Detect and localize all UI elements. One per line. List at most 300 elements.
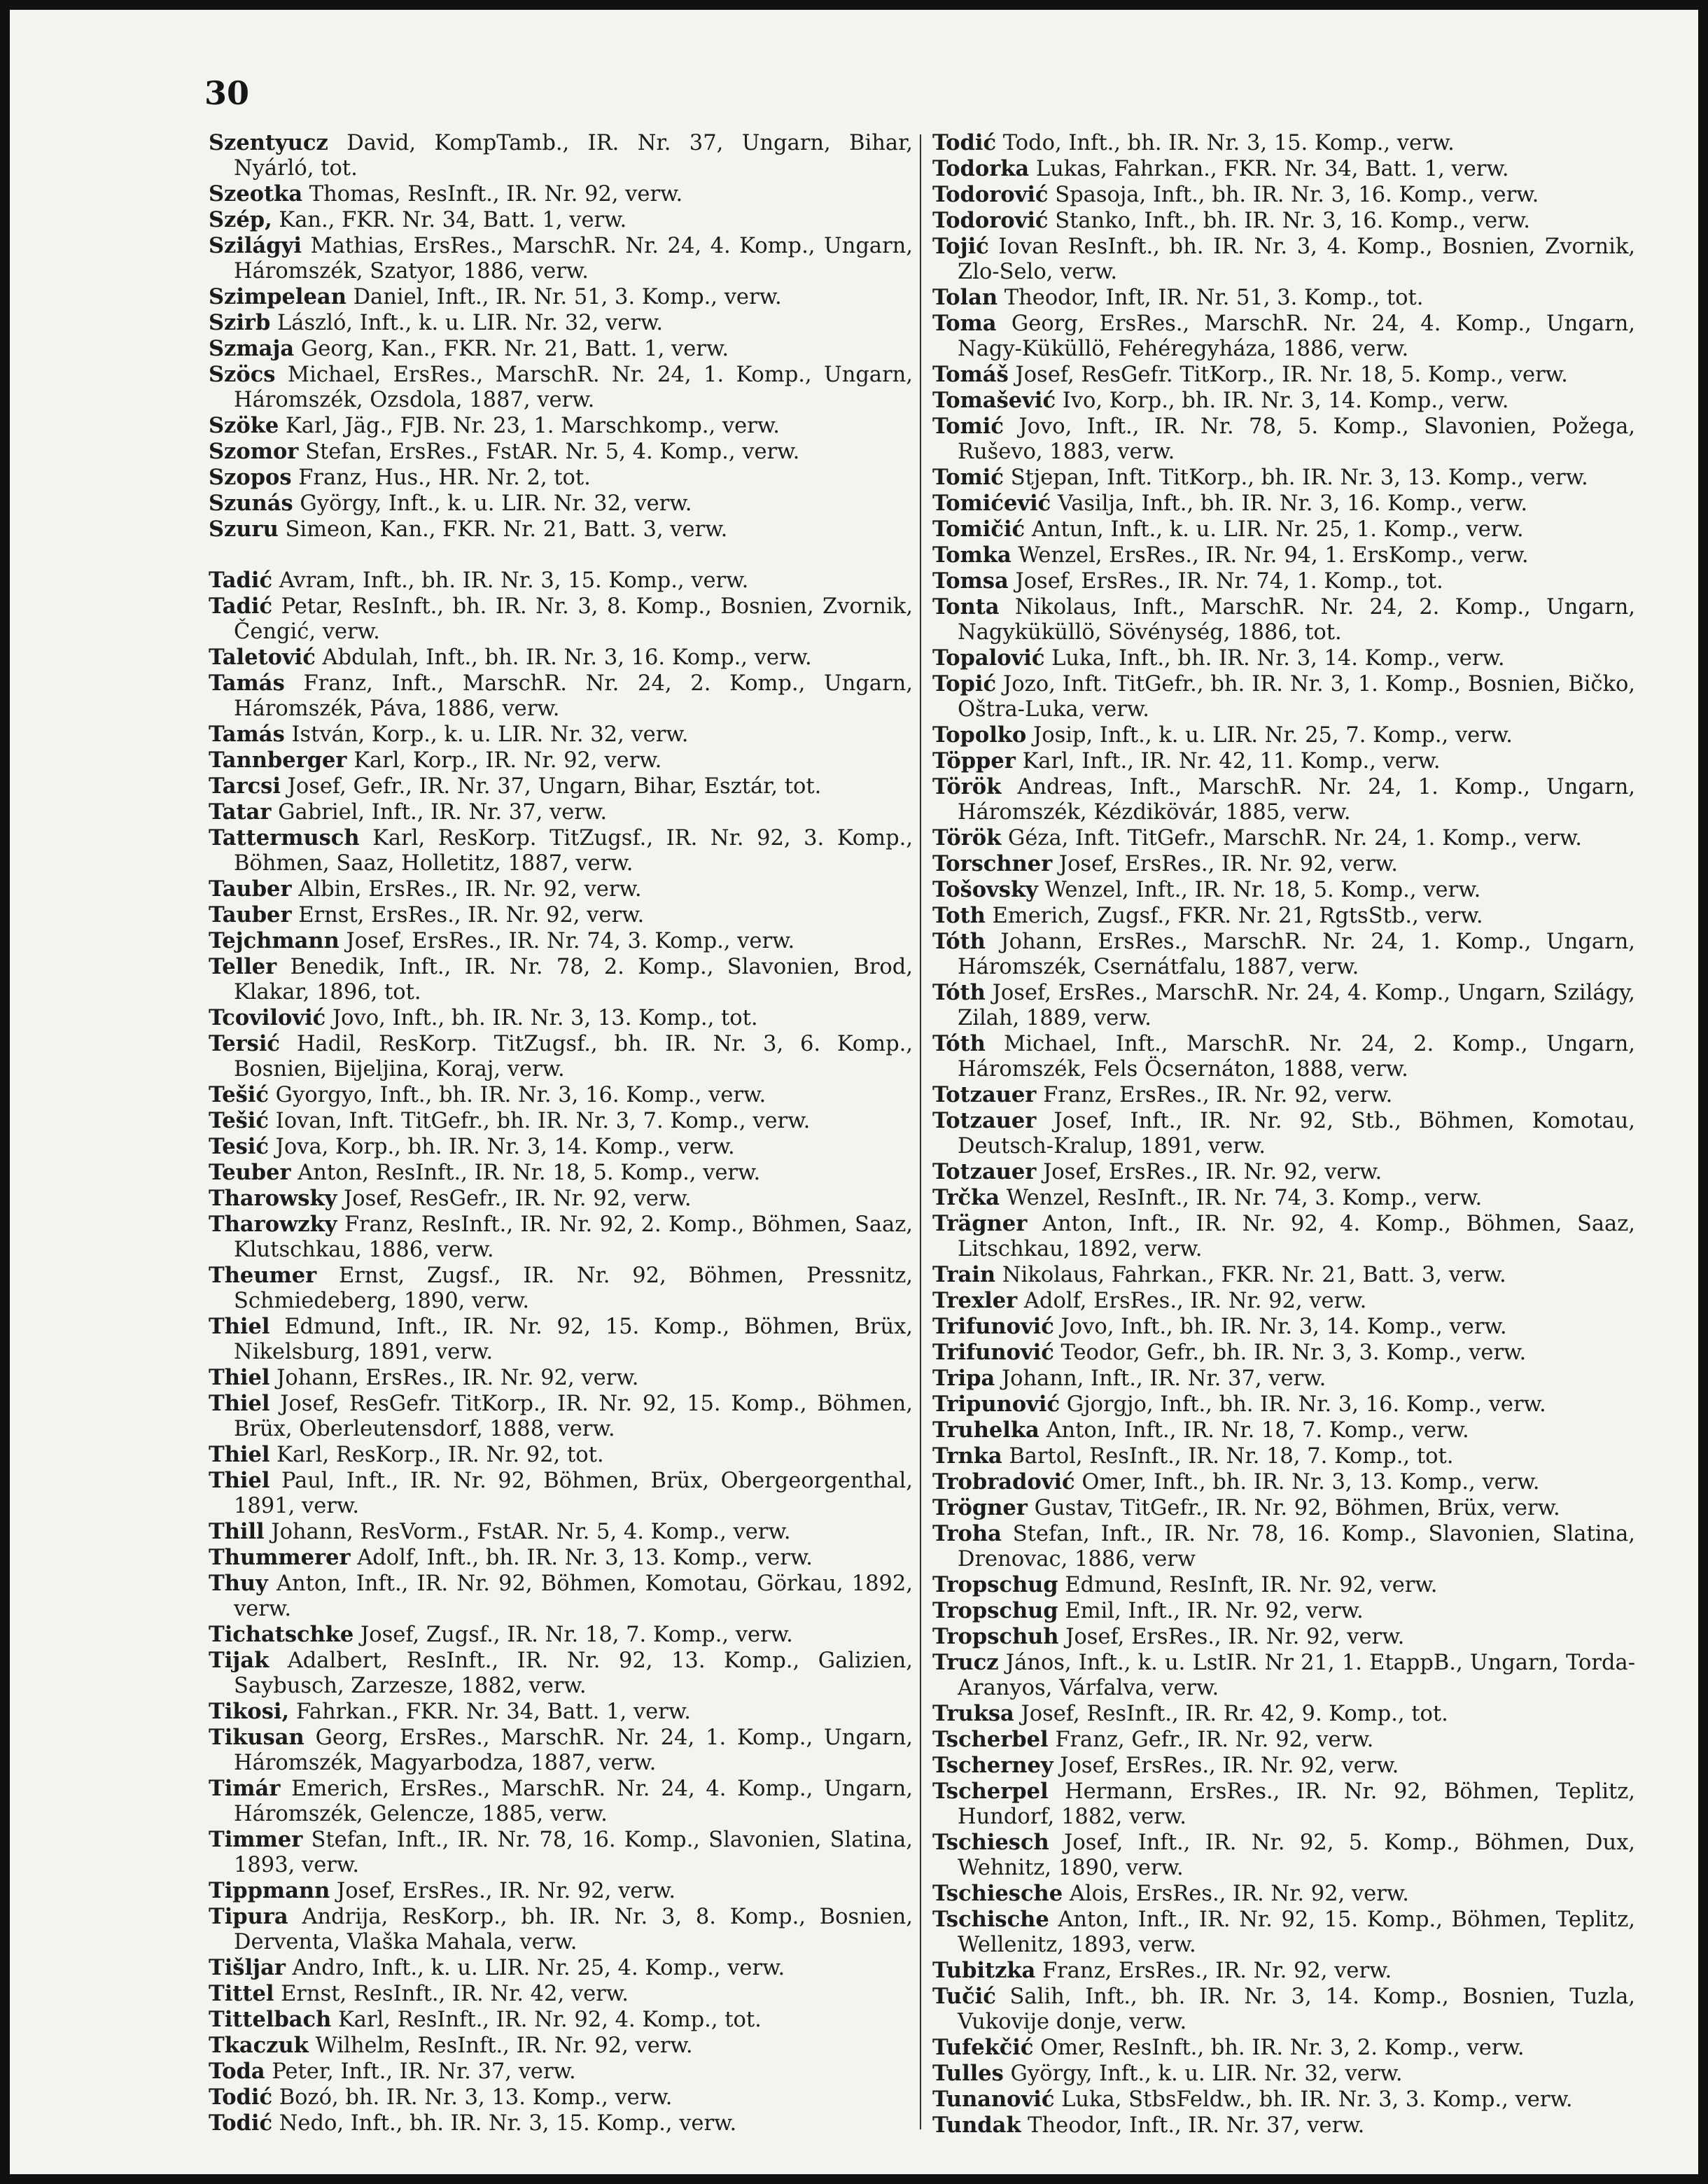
document-page xyxy=(10,10,1698,2174)
entry-details: Franz, ErsRes., IR. Nr. 92, verw. xyxy=(1042,1959,1392,1983)
entry-details: Theodor, Inft, IR. Nr. 51, 3. Komp., tot. xyxy=(1004,286,1424,310)
left-column xyxy=(209,130,913,2136)
entry-details: Stefan, Inft., IR. Nr. 78, 16. Komp., Slavonien, Slatina, Drenovac, 1886, verw xyxy=(958,1522,1635,1572)
entry-surname: Tattermusch xyxy=(209,825,360,850)
entry-surname: Szmaja xyxy=(209,336,295,361)
list-entry xyxy=(932,594,1635,645)
entry-details: Kan., FKR. Nr. 34, Batt. 1, verw. xyxy=(279,208,627,232)
entry-details: Petar, ResInft., bh. IR. Nr. 3, 8. Komp., Bosnien, Zvornik, Čengić, verw. xyxy=(234,594,913,644)
entry-surname: Tauber xyxy=(209,902,292,927)
entry-surname: Totzauer xyxy=(932,1159,1037,1184)
entry-surname: Tripa xyxy=(932,1366,995,1391)
list-entry xyxy=(932,1881,1635,1907)
list-entry xyxy=(932,748,1635,774)
entry-surname: Tschiesche xyxy=(932,1881,1063,1906)
list-entry xyxy=(932,465,1635,491)
list-entry xyxy=(932,1521,1635,1572)
list-entry xyxy=(932,1830,1635,1881)
list-entry xyxy=(209,568,913,594)
entry-surname: Trucz xyxy=(932,1650,999,1675)
entry-surname: Szöcs xyxy=(209,362,276,387)
list-entry xyxy=(932,980,1635,1031)
list-entry xyxy=(932,130,1635,156)
list-entry xyxy=(209,1648,913,1699)
list-entry xyxy=(932,1288,1635,1314)
entry-surname: Tschiesch xyxy=(932,1830,1049,1855)
entry-surname: Tóth xyxy=(932,929,986,954)
entry-details: Wilhelm, ResInft., IR. Nr. 92, verw. xyxy=(315,2033,693,2058)
entry-surname: Teuber xyxy=(209,1160,291,1185)
entry-surname: Szimpelean xyxy=(209,284,346,309)
entry-surname: Tscherbel xyxy=(932,1727,1049,1752)
entry-details: Ernst, ResInft., IR. Nr. 42, verw. xyxy=(281,1982,629,2006)
entry-surname: Tešić xyxy=(209,1108,269,1133)
entry-details: Omer, Inft., bh. IR. Nr. 3, 13. Komp., verw. xyxy=(1082,1470,1540,1494)
list-entry xyxy=(209,517,913,542)
list-entry xyxy=(209,1134,913,1160)
entry-details: Iovan ResInft., bh. IR. Nr. 3, 4. Komp., Bosnien, Zvornik, Zlo-Selo, verw. xyxy=(958,234,1635,284)
entry-surname: Tufekčić xyxy=(932,2035,1034,2060)
entry-details: Jovo, Inft., bh. IR. Nr. 3, 14. Komp., verw. xyxy=(1060,1315,1507,1339)
list-entry xyxy=(209,1391,913,1442)
entry-surname: Totzauer xyxy=(932,1082,1037,1107)
list-entry xyxy=(932,285,1635,311)
entry-surname: Timmer xyxy=(209,1827,303,1852)
entry-surname: Tubitzka xyxy=(932,1958,1036,1983)
entry-details: Andrija, ResKorp., bh. IR. Nr. 3, 8. Komp., Bosnien, Derventa, Vlaška Mahala, verw. xyxy=(234,1905,913,1954)
entry-surname: Thiel xyxy=(209,1468,270,1493)
list-entry xyxy=(932,2035,1635,2061)
list-entry xyxy=(932,1418,1635,1443)
entry-details: Josef, ErsRes., IR. Nr. 92, verw. xyxy=(337,1879,676,1903)
entry-details: Anton, Inft., IR. Nr. 92, Böhmen, Komotau, Görkau, 1892, verw. xyxy=(234,1572,913,1621)
entry-details: Paul, Inft., IR. Nr. 92, Böhmen, Brüx, Obergeorgenthal, 1891, verw. xyxy=(234,1469,913,1518)
entry-details: Karl, Korp., IR. Nr. 92, verw. xyxy=(354,748,662,773)
entry-details: Benedik, Inft., IR. Nr. 78, 2. Komp., Slavonien, Brod, Klakar, 1896, tot. xyxy=(234,955,913,1004)
list-entry xyxy=(932,542,1635,568)
entry-surname: Tojić xyxy=(932,234,989,259)
entry-surname: Truksa xyxy=(932,1701,1014,1726)
entry-details: Wenzel, ResInft., IR. Nr. 74, 3. Komp., verw. xyxy=(1006,1186,1483,1210)
entry-details: Josef, ResGefr., IR. Nr. 92, verw. xyxy=(344,1186,692,1211)
list-entry xyxy=(932,1650,1635,1701)
entry-surname: Thiel xyxy=(209,1391,270,1416)
list-entry xyxy=(932,929,1635,980)
entry-surname: Tišljar xyxy=(209,1955,286,1980)
entry-details: Edmund, ResInft, IR. Nr. 92, verw. xyxy=(1065,1573,1438,1597)
entry-details: Wenzel, ErsRes., IR. Nr. 94, 1. ErsKomp., verw. xyxy=(1018,543,1529,568)
entry-surname: Tripunović xyxy=(932,1392,1060,1417)
entry-details: Anton, ResInft., IR. Nr. 18, 5. Komp., verw. xyxy=(298,1161,761,1185)
entry-details: Gyorgyo, Inft., bh. IR. Nr. 3, 16. Komp., verw. xyxy=(275,1083,766,1107)
entry-details: Hadil, ResKorp. TitZugsf., bh. IR. Nr. 3, 6. Komp., Bosnien, Bijeljina, Koraj, verw. xyxy=(234,1032,913,1082)
entry-surname: Szentyucz xyxy=(209,130,328,155)
list-entry xyxy=(932,851,1635,877)
entry-surname: Todorović xyxy=(932,182,1049,207)
entry-details: Franz, Gefr., IR. Nr. 92, verw. xyxy=(1055,1728,1374,1752)
list-entry xyxy=(932,1984,1635,2035)
entry-details: Stanko, Inft., bh. IR. Nr. 3, 16. Komp., verw. xyxy=(1055,209,1530,233)
entry-details: Gustav, TitGefr., IR. Nr. 92, Böhmen, Brüx, verw. xyxy=(1034,1496,1560,1520)
entry-surname: Szép, xyxy=(209,207,272,232)
list-entry xyxy=(209,2110,913,2136)
entry-details: Josef, ErsRes., IR. Nr. 92, verw. xyxy=(1065,1625,1405,1649)
entry-surname: Tannberger xyxy=(209,748,347,773)
entry-surname: Tamás xyxy=(209,671,285,696)
list-entry xyxy=(209,1519,913,1545)
entry-details: Luka, Inft., bh. IR. Nr. 3, 14. Komp., verw. xyxy=(1051,646,1505,671)
entry-surname: Tóth xyxy=(932,980,986,1005)
entry-surname: Tunanović xyxy=(932,2087,1055,2112)
list-entry xyxy=(209,645,913,671)
entry-surname: Tscherpel xyxy=(932,1779,1049,1804)
entry-surname: Tropschug xyxy=(932,1598,1058,1623)
entry-details: Edmund, Inft., IR. Nr. 92, 15. Komp., Böhmen, Brüx, Nikelsburg, 1891, verw. xyxy=(234,1315,913,1364)
entry-details: Avram, Inft., bh. IR. Nr. 3, 15. Komp., verw. xyxy=(279,568,749,593)
entry-surname: Tropschuh xyxy=(932,1624,1059,1649)
entry-surname: Tersić xyxy=(209,1031,280,1056)
entry-details: Todo, Inft., bh. IR. Nr. 3, 15. Komp., verw. xyxy=(1002,131,1455,155)
list-entry xyxy=(209,439,913,465)
list-entry xyxy=(209,1904,913,1955)
entry-details: Stefan, Inft., IR. Nr. 78, 16. Komp., Slavonien, Slatina, 1893, verw. xyxy=(234,1828,913,1877)
list-entry xyxy=(209,284,913,310)
entry-details: Josef, ErsRes., IR. Nr. 92, verw. xyxy=(1060,1754,1399,1778)
entry-details: János, Inft., k. u. LstIR. Nr 21, 1. EtappB., Ungarn, Torda-Aranyos, Várfalva, verw. xyxy=(958,1651,1636,1700)
entry-details: Emil, Inft., IR. Nr. 92, verw. xyxy=(1065,1599,1364,1623)
entry-details: György, Inft., k. u. LIR. Nr. 32, verw. xyxy=(1010,2062,1403,2086)
entry-surname: Thiel xyxy=(209,1442,270,1467)
entry-surname: Tesić xyxy=(209,1134,269,1159)
list-entry xyxy=(209,2007,913,2033)
list-entry xyxy=(209,1571,913,1622)
list-entry xyxy=(932,877,1635,903)
entry-details: Nedo, Inft., bh. IR. Nr. 3, 15. Komp., verw. xyxy=(279,2111,737,2136)
entry-surname: Topalović xyxy=(932,645,1045,671)
list-entry xyxy=(209,1776,913,1827)
list-entry xyxy=(209,876,913,902)
entry-details: Teodor, Gefr., bh. IR. Nr. 3, 3. Komp., verw. xyxy=(1060,1340,1527,1365)
entry-surname: Topić xyxy=(932,671,997,696)
entry-details: Andro, Inft., k. u. LIR. Nr. 25, 4. Komp., verw. xyxy=(292,1956,785,1980)
list-entry xyxy=(932,1340,1635,1366)
list-entry xyxy=(209,722,913,748)
entry-details: Josef, Inft., IR. Nr. 92, Stb., Böhmen, Komotau, Deutsch-Kralup, 1891, verw. xyxy=(958,1109,1635,1158)
entry-details: Adalbert, ResInft., IR. Nr. 92, 13. Komp., Galizien, Saybusch, Zarzesze, 1882, verw. xyxy=(234,1648,913,1698)
list-entry xyxy=(209,594,913,645)
entry-details: Franz, ResInft., IR. Nr. 92, 2. Komp., Böhmen, Saaz, Klutschkau, 1886, verw. xyxy=(234,1212,913,1262)
list-entry xyxy=(932,722,1635,748)
entry-details: Bartol, ResInft., IR. Nr. 18, 7. Komp., tot. xyxy=(1009,1444,1454,1469)
list-entry xyxy=(209,1545,913,1571)
list-entry xyxy=(932,1211,1635,1262)
entry-surname: Thiel xyxy=(209,1314,270,1339)
entry-details: Hermann, ErsRes., IR. Nr. 92, Böhmen, Teplitz, Hundorf, 1882, verw. xyxy=(958,1779,1636,1829)
list-entry xyxy=(932,825,1635,851)
entry-details: Simeon, Kan., FKR. Nr. 21, Batt. 3, verw. xyxy=(285,517,728,542)
list-entry xyxy=(209,465,913,491)
list-entry xyxy=(209,2059,913,2085)
list-entry xyxy=(209,310,913,336)
list-entry xyxy=(209,1468,913,1519)
entry-surname: Tcovilović xyxy=(209,1005,326,1030)
entry-surname: Tadić xyxy=(209,594,273,619)
list-entry xyxy=(209,2033,913,2059)
entry-surname: Thill xyxy=(209,1519,265,1544)
entry-details: Johann, ErsRes., MarschR. Nr. 24, 1. Komp., Ungarn, Háromszék, Csernátfalu, 1887, verw. xyxy=(958,930,1635,979)
entry-surname: Trögner xyxy=(932,1495,1028,1520)
entry-surname: Tóth xyxy=(932,1031,986,1056)
list-entry xyxy=(932,208,1635,234)
list-entry xyxy=(932,1082,1635,1108)
list-entry xyxy=(209,130,913,181)
list-entry xyxy=(932,1779,1635,1830)
entry-surname: Tijak xyxy=(209,1648,270,1673)
entry-surname: Tichatschke xyxy=(209,1622,354,1647)
entry-details: Franz, ErsRes., IR. Nr. 92, verw. xyxy=(1043,1083,1393,1107)
list-entry xyxy=(932,1031,1635,1082)
list-entry xyxy=(932,362,1635,388)
entry-details: Adolf, Inft., bh. IR. Nr. 3, 13. Komp., verw. xyxy=(357,1546,813,1570)
list-entry xyxy=(932,1572,1635,1598)
list-entry xyxy=(209,1878,913,1904)
list-entry xyxy=(932,1159,1635,1185)
entry-details: Adolf, ErsRes., IR. Nr. 92, verw. xyxy=(1023,1289,1367,1313)
list-entry xyxy=(932,491,1635,517)
entry-surname: Todorović xyxy=(932,208,1049,233)
list-entry xyxy=(932,414,1635,465)
entry-details: Ivo, Korp., bh. IR. Nr. 3, 14. Komp., verw. xyxy=(1062,388,1509,413)
entry-surname: Thuy xyxy=(209,1571,268,1596)
entry-surname: Tkaczuk xyxy=(209,2033,309,2058)
page-number: 30 xyxy=(204,74,250,112)
list-entry xyxy=(932,1262,1635,1288)
entry-surname: Todić xyxy=(209,2085,273,2110)
entry-surname: Toda xyxy=(209,2059,265,2084)
list-entry xyxy=(932,1314,1635,1340)
entry-surname: Truhelka xyxy=(932,1418,1040,1443)
entry-details: István, Korp., k. u. LIR. Nr. 32, verw. xyxy=(291,722,689,747)
entry-surname: Tešić xyxy=(209,1082,269,1107)
list-entry xyxy=(932,1701,1635,1727)
entry-details: Vasilja, Inft., bh. IR. Nr. 3, 16. Komp., verw. xyxy=(1057,491,1528,516)
entry-surname: Todorka xyxy=(932,156,1030,181)
entry-details: Georg, Kan., FKR. Nr. 21, Batt. 1, verw. xyxy=(300,337,729,361)
entry-details: Peter, Inft., IR. Nr. 37, verw. xyxy=(272,2059,576,2084)
entry-surname: Szunás xyxy=(209,491,293,516)
list-entry xyxy=(209,413,913,439)
list-entry xyxy=(209,207,913,233)
list-entry xyxy=(209,1827,913,1878)
entry-surname: Tauber xyxy=(209,876,292,902)
entry-details: Josef, ErsRes., MarschR. Nr. 24, 4. Komp., Ungarn, Szilágy, Zilah, 1889, verw. xyxy=(958,981,1635,1030)
entry-details: Antun, Inft., k. u. LIR. Nr. 25, 1. Komp., verw. xyxy=(1031,517,1524,542)
entry-details: Anton, Inft., IR. Nr. 92, 15. Komp., Böhmen, Teplitz, Wellenitz, 1893, verw. xyxy=(958,1907,1635,1957)
entry-surname: Trnka xyxy=(932,1443,1002,1469)
list-entry xyxy=(932,311,1635,362)
entry-surname: Szeotka xyxy=(209,181,303,206)
list-entry xyxy=(209,671,913,722)
entry-surname: Török xyxy=(932,774,1002,799)
entry-details: Johann, ErsRes., IR. Nr. 92, verw. xyxy=(276,1366,639,1390)
list-entry xyxy=(209,233,913,284)
list-entry xyxy=(209,1186,913,1212)
entry-details: Josef, Gefr., IR. Nr. 37, Ungarn, Bihar, Esztár, tot. xyxy=(287,774,822,799)
entry-surname: Tolan xyxy=(932,285,998,310)
entry-details: Thomas, ResInft., IR. Nr. 92, verw. xyxy=(309,182,683,206)
list-entry xyxy=(932,1366,1635,1392)
entry-details: Josef, ResGefr. TitKorp., IR. Nr. 92, 15. Komp., Böhmen, Brüx, Oberleutensdorf, 1888, verw. xyxy=(234,1392,913,1441)
entry-details: Johann, ResVorm., FstAR. Nr. 5, 4. Komp., verw. xyxy=(271,1520,791,1544)
entry-surname: Szomor xyxy=(209,439,299,464)
entry-surname: Szirb xyxy=(209,310,271,335)
list-entry xyxy=(932,182,1635,208)
entry-details: Gjorgjo, Inft., bh. IR. Nr. 3, 16. Komp., verw. xyxy=(1066,1392,1546,1417)
entry-surname: Totzauer xyxy=(932,1108,1037,1133)
entry-surname: Tulles xyxy=(932,2061,1004,2086)
entry-surname: Toth xyxy=(932,903,986,928)
list-entry xyxy=(209,928,913,954)
entry-surname: Thummerer xyxy=(209,1545,351,1570)
list-entry xyxy=(209,1005,913,1031)
entry-surname: Troha xyxy=(932,1521,1002,1546)
entry-details: Karl, ResKorp., IR. Nr. 92, tot. xyxy=(276,1443,604,1467)
entry-surname: Török xyxy=(932,825,1002,850)
entry-details: Jozo, Inft. TitGefr., bh. IR. Nr. 3, 1. Komp., Bosnien, Bičko, Oštra-Luka, verw. xyxy=(958,672,1635,722)
list-entry xyxy=(932,903,1635,929)
entry-surname: Trobradović xyxy=(932,1469,1075,1494)
entry-surname: Topolko xyxy=(932,722,1027,748)
list-entry xyxy=(209,1981,913,2007)
list-entry xyxy=(932,2061,1635,2087)
entry-surname: Theumer xyxy=(209,1263,317,1288)
entry-details: Bozó, bh. IR. Nr. 3, 13. Komp., verw. xyxy=(279,2085,673,2110)
list-entry xyxy=(932,1958,1635,1984)
list-entry xyxy=(932,568,1635,594)
list-entry xyxy=(932,645,1635,671)
entry-details: Anton, Inft., IR. Nr. 18, 7. Komp., verw. xyxy=(1046,1418,1469,1443)
entry-details: Ernst, Zugsf., IR. Nr. 92, Böhmen, Pressnitz, Schmiedeberg, 1890, verw. xyxy=(234,1264,913,1313)
entry-surname: Trexler xyxy=(932,1288,1018,1313)
entry-details: Josef, ErsRes., IR. Nr. 92, verw. xyxy=(1043,1160,1382,1184)
entry-details: Josef, Zugsf., IR. Nr. 18, 7. Komp., verw. xyxy=(360,1623,793,1647)
entry-details: Salih, Inft., bh. IR. Nr. 3, 14. Komp., Bosnien, Tuzla, Vukovije donje, verw. xyxy=(958,1984,1635,2034)
list-entry xyxy=(209,1031,913,1082)
list-entry xyxy=(209,1108,913,1134)
entry-surname: Töpper xyxy=(932,748,1016,774)
right-column xyxy=(932,130,1635,2138)
entry-surname: Tarcsi xyxy=(209,774,281,799)
list-entry xyxy=(932,1185,1635,1211)
list-entry xyxy=(209,2085,913,2110)
list-entry xyxy=(932,774,1635,825)
entry-surname: Tomić xyxy=(932,465,1004,490)
entry-surname: Tomašević xyxy=(932,388,1056,413)
list-entry xyxy=(209,748,913,774)
entry-surname: Todić xyxy=(932,130,997,155)
column-divider xyxy=(920,134,921,2129)
entry-surname: Tharowzky xyxy=(209,1212,337,1237)
entry-surname: Tomić xyxy=(932,414,1004,439)
list-entry xyxy=(209,774,913,799)
list-entry xyxy=(932,156,1635,182)
entry-surname: Trifunović xyxy=(932,1314,1054,1339)
list-entry xyxy=(209,1955,913,1981)
entry-surname: Train xyxy=(932,1262,996,1287)
entry-details: Fahrkan., FKR. Nr. 34, Batt. 1, verw. xyxy=(295,1700,691,1724)
list-entry xyxy=(932,1624,1635,1650)
entry-details: Stjepan, Inft. TitKorp., bh. IR. Nr. 3, 13. Komp., verw. xyxy=(1010,465,1588,490)
entry-surname: Trčka xyxy=(932,1185,1000,1210)
list-entry xyxy=(932,1443,1635,1469)
entry-details: Josef, ResGefr. TitKorp., IR. Nr. 18, 5. Komp., verw. xyxy=(1015,363,1568,387)
entry-surname: Tejchmann xyxy=(209,928,340,953)
entry-details: Karl, Jäg., FJB. Nr. 23, 1. Marschkomp., verw. xyxy=(285,414,780,438)
list-entry xyxy=(932,1108,1635,1159)
list-entry xyxy=(209,902,913,928)
entry-details: Omer, ResInft., bh. IR. Nr. 3, 2. Komp., verw. xyxy=(1040,2036,1525,2060)
entry-surname: Tropschug xyxy=(932,1572,1058,1597)
list-entry xyxy=(932,1727,1635,1753)
entry-surname: Tomićević xyxy=(932,491,1051,516)
list-entry xyxy=(932,2087,1635,2113)
entry-details: Josef, ErsRes., IR. Nr. 74, 1. Komp., tot. xyxy=(1015,569,1443,594)
list-entry xyxy=(932,1495,1635,1521)
entry-surname: Tharowsky xyxy=(209,1186,337,1211)
section-spacer xyxy=(209,542,913,568)
list-entry xyxy=(932,234,1635,285)
entry-details: Karl, Inft., IR. Nr. 42, 11. Komp., verw. xyxy=(1022,749,1441,774)
entry-surname: Teller xyxy=(209,954,277,979)
list-entry xyxy=(209,1082,913,1108)
entry-surname: Trifunović xyxy=(932,1340,1054,1365)
entry-details: Abdulah, Inft., bh. IR. Nr. 3, 16. Komp., verw. xyxy=(322,645,812,670)
list-entry xyxy=(932,671,1635,722)
entry-details: György, Inft., k. u. LIR. Nr. 32, verw. xyxy=(300,491,692,516)
entry-surname: Tittel xyxy=(209,1981,274,2006)
entry-surname: Tonta xyxy=(932,594,1000,620)
list-entry xyxy=(209,1442,913,1468)
list-entry xyxy=(209,336,913,362)
entry-surname: Tittelbach xyxy=(209,2007,332,2032)
entry-surname: Tadić xyxy=(209,568,273,593)
entry-details: László, Inft., k. u. LIR. Nr. 32, verw. xyxy=(277,311,664,335)
entry-details: Josip, Inft., k. u. LIR. Nr. 25, 7. Komp., verw. xyxy=(1032,723,1513,748)
entry-details: Andreas, Inft., MarschR. Nr. 24, 1. Komp., Ungarn, Háromszék, Kézdikövár, 1885, verw. xyxy=(958,775,1635,825)
entry-surname: Tipura xyxy=(209,1904,288,1929)
entry-details: Franz, Hus., HR. Nr. 2, tot. xyxy=(298,465,591,490)
entry-details: Franz, Inft., MarschR. Nr. 24, 2. Komp., Ungarn, Háromszék, Páva, 1886, verw. xyxy=(234,671,913,721)
entry-details: Nikolaus, Inft., MarschR. Nr. 24, 2. Komp., Ungarn, Nagyküküllö, Sövénység, 1886, tot. xyxy=(958,595,1635,645)
list-entry xyxy=(209,799,913,825)
entry-surname: Timár xyxy=(209,1776,281,1801)
list-entry xyxy=(209,362,913,413)
entry-surname: Szilágyi xyxy=(209,233,302,258)
list-entry xyxy=(932,388,1635,414)
list-entry xyxy=(209,1263,913,1314)
entry-surname: Todić xyxy=(209,2110,273,2136)
entry-surname: Tundak xyxy=(932,2113,1021,2138)
list-entry xyxy=(932,2113,1635,2138)
list-entry xyxy=(932,1753,1635,1779)
entry-details: Alois, ErsRes., IR. Nr. 92, verw. xyxy=(1069,1882,1409,1906)
list-entry xyxy=(209,1314,913,1365)
entry-surname: Szöke xyxy=(209,413,279,438)
list-entry xyxy=(209,1365,913,1391)
list-entry xyxy=(209,1212,913,1263)
entry-surname: Tomka xyxy=(932,542,1011,568)
entry-surname: Torschner xyxy=(932,851,1053,876)
